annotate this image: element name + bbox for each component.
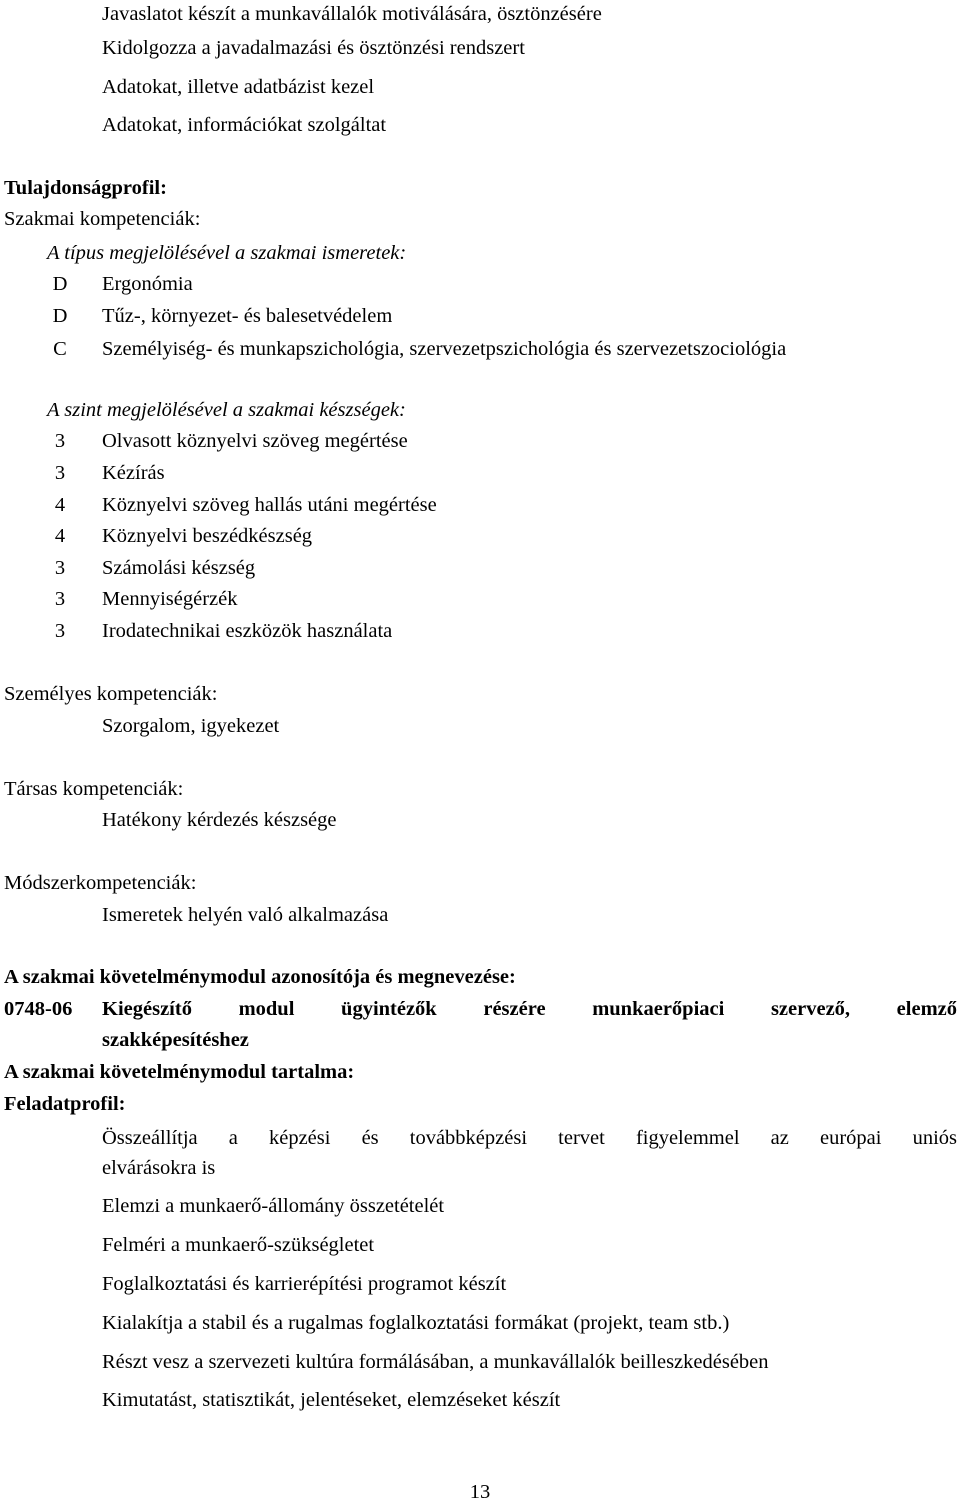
knowledge-type-code: D xyxy=(52,305,68,327)
knowledge-type-code: C xyxy=(53,338,67,360)
skill-level: 3 xyxy=(54,557,66,579)
skill-level: 3 xyxy=(54,588,66,610)
module-id-heading: A szakmai követelménymodul azonosítója és megnevezése: xyxy=(4,966,516,988)
skill-item: Olvasott köznyelvi szöveg megértése xyxy=(102,430,408,452)
skill-level: 4 xyxy=(54,525,66,547)
skill-level: 3 xyxy=(54,430,66,452)
skill-item: Mennyiségérzék xyxy=(102,588,238,610)
social-competence-item: Hatékony kérdezés készsége xyxy=(102,809,337,831)
knowledge-item: Személyiség- és munkapszichológia, szervezetpszichológia és szervezetszociológia xyxy=(102,338,787,360)
skill-level: 3 xyxy=(54,462,66,484)
skill-level: 3 xyxy=(54,620,66,642)
task-item: Kimutatást, statisztikát, jelentéseket, elemzéseket készít xyxy=(102,1389,561,1411)
task-item: Részt vesz a szervezeti kultúra formálásában, a munkavállalók beilleszkedésében xyxy=(102,1351,769,1373)
method-competence-item: Ismeretek helyén való alkalmazása xyxy=(102,904,389,926)
skills-heading: A szint megjelölésével a szakmai készségek: xyxy=(47,399,406,421)
knowledge-item: Tűz-, környezet- és balesetvédelem xyxy=(102,305,393,327)
skill-level: 4 xyxy=(54,494,66,516)
method-competences-label: Módszerkompetenciák: xyxy=(4,872,197,894)
skill-item: Kézírás xyxy=(102,462,165,484)
task-item: Javaslatot készít a munkavállalók motiválására, ösztönzésére xyxy=(102,3,602,25)
skill-item: Köznyelvi szöveg hallás utáni megértése xyxy=(102,494,437,516)
social-competences-label: Társas kompetenciák: xyxy=(4,778,184,800)
task-item: Összeállítja a képzési és továbbképzési tervet figyelemmel az európai uniós xyxy=(102,1127,957,1149)
skill-item: Számolási készség xyxy=(102,557,256,579)
module-content-heading: A szakmai követelménymodul tartalma: xyxy=(4,1061,355,1083)
task-item: Adatokat, információkat szolgáltat xyxy=(102,114,387,136)
skill-item: Köznyelvi beszédkészség xyxy=(102,525,313,547)
module-title-line2: szakképesítéshez xyxy=(102,1029,249,1051)
task-item: Adatokat, illetve adatbázist kezel xyxy=(102,76,375,98)
skill-item: Irodatechnikai eszközök használata xyxy=(102,620,393,642)
task-item: Foglalkoztatási és karrierépítési programot készít xyxy=(102,1273,507,1295)
task-item: Elemzi a munkaerő-állomány összetételét xyxy=(102,1195,445,1217)
profile-heading: Tulajdonságprofil: xyxy=(4,177,167,199)
module-code: 0748-06 xyxy=(4,998,73,1020)
module-title-line1: Kiegészítő modul ügyintézők részére munkaerőpiaci szervező, elemző xyxy=(102,998,957,1020)
task-profile-heading: Feladatprofil: xyxy=(4,1093,126,1115)
knowledge-item: Ergonómia xyxy=(102,273,193,295)
knowledge-heading: A típus megjelölésével a szakmai ismeretek: xyxy=(47,242,407,264)
knowledge-type-code: D xyxy=(52,273,68,295)
personal-competence-item: Szorgalom, igyekezet xyxy=(102,715,280,737)
professional-competences-label: Szakmai kompetenciák: xyxy=(4,208,201,230)
task-item: Felméri a munkaerő-szükségletet xyxy=(102,1234,375,1256)
task-item: Kidolgozza a javadalmazási és ösztönzési rendszert xyxy=(102,37,525,59)
personal-competences-label: Személyes kompetenciák: xyxy=(4,683,218,705)
task-item: Kialakítja a stabil és a rugalmas foglalkoztatási formákat (projekt, team stb.) xyxy=(102,1312,730,1334)
task-item-continuation: elvárásokra is xyxy=(102,1157,216,1179)
page-number: 13 xyxy=(469,1481,491,1503)
